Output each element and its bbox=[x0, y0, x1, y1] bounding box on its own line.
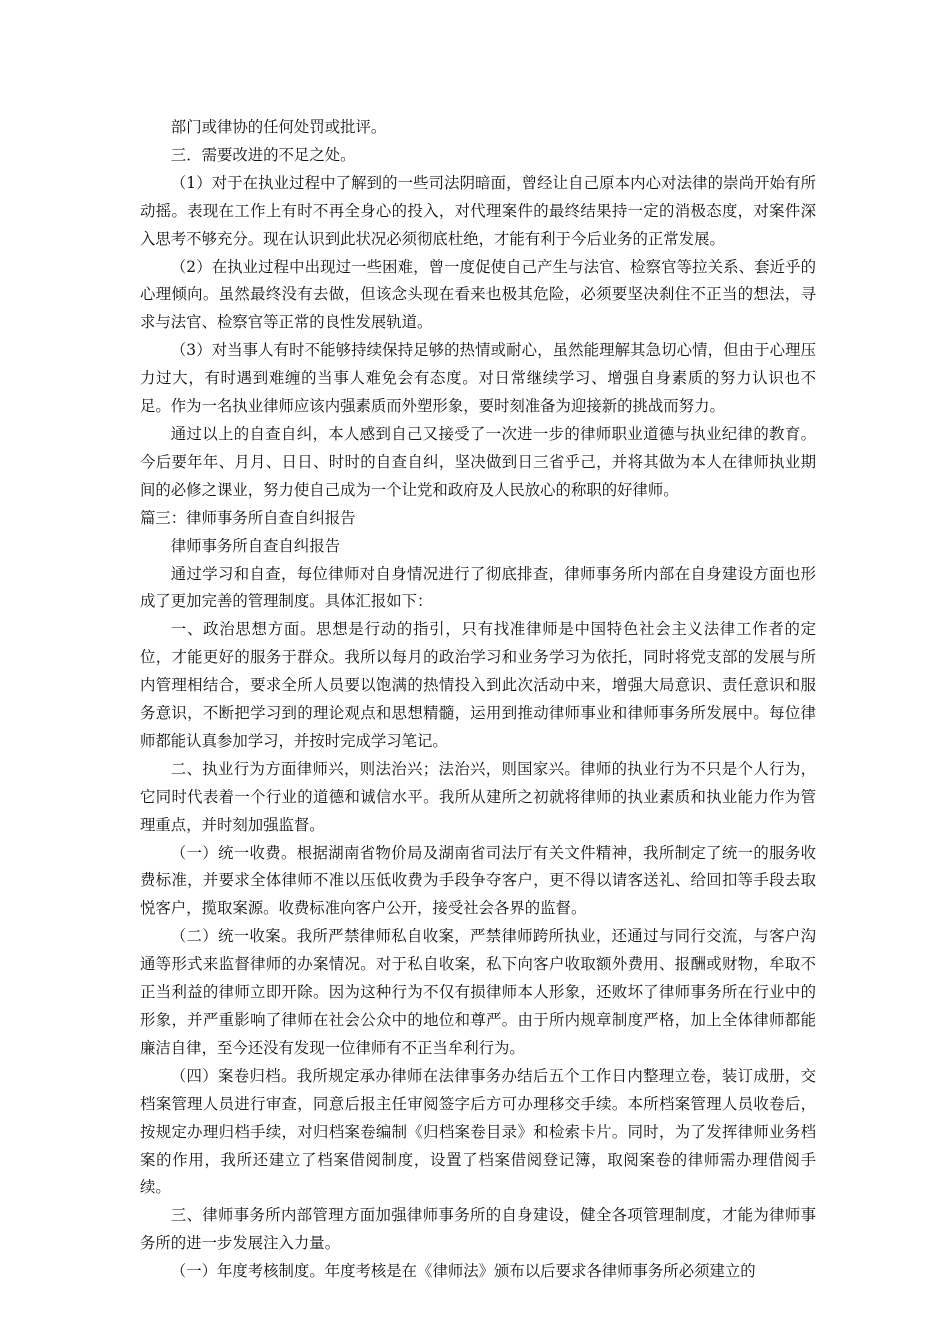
body-paragraph: （一）年度考核制度。年度考核是在《律师法》颁布以后要求各律师事务所必须建立的 bbox=[170, 1262, 756, 1281]
body-paragraph: （2）在执业过程中出现过一些困难，曾一度促使自己产生与法官、检察官等拉关系、套近乎的心理倾向。虽然最终没有去做，但该念头现在看来也极其危险，必须要坚决刹住不正当的想法，寻求与法官、检察官等正常的良性发展轨道。 bbox=[140, 257, 816, 332]
body-paragraph: 通过以上的自查自纠，本人感到自己又接受了一次进一步的律师职业道德与执业纪律的教育。今后要年年、月月、日日、时时的自查自纠，坚决做到日三省乎己，并将其做为本人在律师执业期间的必修之课业，努力使自己成为一个让党和政府及人民放心的称职的好律师。 bbox=[140, 424, 816, 499]
body-paragraph: 三、律师事务所内部管理方面加强律师事务所的自身建设，健全各项管理制度，才能为律师事务所的进一步发展注入力量。 bbox=[140, 1206, 816, 1253]
body-paragraph: 二、执业行为方面律师兴，则法治兴；法治兴，则国家兴。律师的执业行为不只是个人行为，它同时代表着一个行业的道德和诚信水平。我所从建所之初就将律师的执业素质和执业能力作为管理重点，并时刻加强监督。 bbox=[140, 759, 816, 834]
body-paragraph: （1）对于在执业过程中了解到的一些司法阴暗面，曾经让自己原本内心对法律的崇尚开始有所动摇。表现在工作上有时不再全身心的投入，对代理案件的最终结果持一定的消极态度，对案件深入思考不够充分。现在认识到此状况必须彻底杜绝，才能有利于今后业务的正常发展。 bbox=[140, 173, 816, 248]
body-paragraph: 律师事务所自查自纠报告 bbox=[170, 536, 341, 555]
body-paragraph: 部门或律协的任何处罚或批评。 bbox=[170, 118, 387, 136]
body-paragraph: 一、政治思想方面。思想是行动的指引，只有找准律师是中国特色社会主义法律工作者的定位，才能更好的服务于群众。我所以每月的政治学习和业务学习为依托，同时将党支部的发展与所内管理相结合，要求全所人员要以饱满的热情投入到此次活动中来，增强大局意识、责任意识和服务意识，不断把学习到的理论观点和思想精髓，运用到推动律师事业和律师事务所发展中。每位律师都能认真参加学习，并按时完成学习笔记。 bbox=[140, 620, 816, 750]
body-paragraph: （四）案卷归档。我所规定承办律师在法律事务办结后五个工作日内整理立卷，装订成册，交档案管理人员进行审查，同意后报主任审阅签字后方可办理移交手续。本所档案管理人员收卷后，按规定办理归档手续，对归档案卷编制《归档案卷目录》和检索卡片。同时，为了发挥律师业务档案的作用，我所还建立了档案借阅制度，设置了档案借阅登记簿，取阅案卷的律师需办理借阅手续。 bbox=[140, 1066, 816, 1197]
document-page bbox=[140, 114, 816, 1286]
body-paragraph: （3）对当事人有时不能够持续保持足够的热情或耐心，虽然能理解其急切心情，但由于心理压力过大，有时遇到难缠的当事人难免会有态度。对日常继续学习、增强自身素质的努力认识也不足。作为一名执业律师应该内强素质而外塑形象，要时刻准备为迎接新的挑战而努力。 bbox=[140, 341, 816, 416]
body-paragraph: 三．需要改进的不足之处。 bbox=[170, 145, 356, 164]
section-heading: 篇三：律师事务所自查自纠报告 bbox=[140, 508, 356, 527]
body-paragraph: （二）统一收案。我所严禁律师私自收案，严禁律师跨所执业，还通过与同行交流，与客户沟通等形式来监督律师的办案情况。对于私自收案，私下向客户收取额外费用、报酬或财物，牟取不正当利益的律师立即开除。因为这种行为不仅有损律师本人形象，还败坏了律师事务所在行业中的形象，并严重影响了律师在社会公众中的地位和尊严。由于所内规章制度严格，加上全体律师都能廉洁自律，至今还没有发现一位律师有不正当牟利行为。 bbox=[140, 927, 816, 1057]
body-paragraph: （一）统一收费。根据湖南省物价局及湖南省司法厅有关文件精神，我所制定了统一的服务收费标准，并要求全体律师不准以压低收费为手段争夺客户，更不得以请客送礼、给回扣等手段去取悦客户，揽取案源。收费标准向客户公开，接受社会各界的监督。 bbox=[140, 843, 816, 918]
body-paragraph: 通过学习和自查，每位律师对自身情况进行了彻底排查，律师事务所内部在自身建设方面也形成了更加完善的管理制度。具体汇报如下： bbox=[140, 564, 816, 611]
